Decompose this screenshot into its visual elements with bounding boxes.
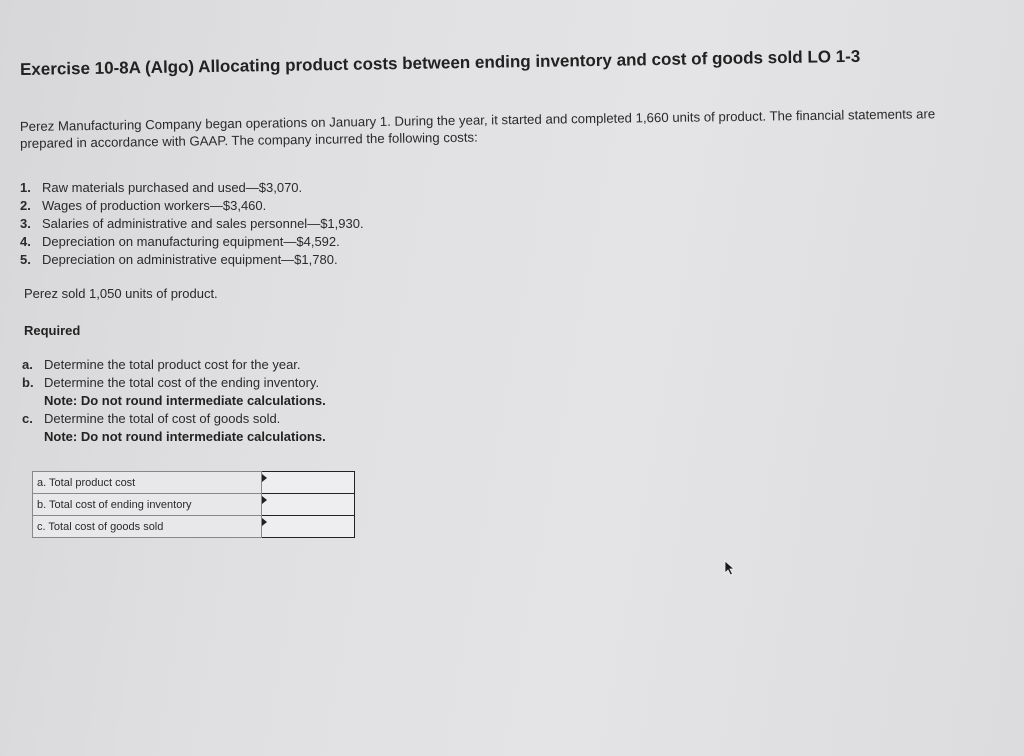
cost-list (20, 179, 364, 269)
cost-text: Depreciation on administrative equipment—$1,780. (42, 252, 338, 267)
requirements-list (22, 356, 326, 446)
ending-inventory-input[interactable] (262, 495, 354, 515)
requirement-item (22, 410, 326, 446)
cost-text: Salaries of administrative and sales personnel—$1,930. (42, 216, 364, 231)
cost-text: Wages of production workers—$3,460. (42, 198, 267, 213)
rounding-note: Note: Do not round intermediate calculations. (44, 429, 326, 444)
triangle-marker-icon (262, 474, 267, 482)
requirement-letter: c. (22, 411, 33, 426)
cost-number: 1. (20, 180, 31, 195)
table-row (33, 516, 355, 538)
answer-cell (262, 494, 355, 516)
cost-of-goods-sold-input[interactable] (262, 517, 354, 537)
cost-number: 4. (20, 234, 31, 249)
cost-item (20, 197, 364, 215)
answer-table (32, 471, 355, 538)
cost-item (20, 251, 364, 269)
answer-cell (262, 516, 355, 538)
problem-intro: Perez Manufacturing Company began operations on January 1. During the year, it started and completed 1,660 units of product. The financial statements are prepared in accordance with GAAP. The company incurred the following costs: (19, 106, 936, 151)
cost-item (20, 233, 364, 251)
total-product-cost-input[interactable] (262, 473, 354, 493)
requirement-text: Determine the total of cost of goods sold. (44, 411, 281, 426)
mouse-pointer-icon (724, 560, 736, 576)
exercise-title: Exercise 10-8A (Algo) Allocating product costs between ending inventory and cost of goods sold LO 1-3 (19, 46, 861, 79)
cost-number: 2. (20, 198, 31, 213)
requirement-letter: a. (22, 357, 33, 372)
row-label-total-product-cost: a. Total product cost (33, 472, 262, 494)
requirement-item (22, 356, 326, 374)
rounding-note: Note: Do not round intermediate calculations. (44, 393, 326, 408)
cost-text: Depreciation on manufacturing equipment—$4,592. (42, 234, 340, 249)
table-row (33, 494, 355, 516)
cost-item (20, 179, 364, 197)
requirement-letter: b. (22, 375, 34, 390)
answer-cell (262, 472, 355, 494)
cost-item (20, 215, 364, 233)
triangle-marker-icon (262, 496, 267, 504)
table-row (33, 472, 355, 494)
cost-number: 5. (20, 252, 31, 267)
row-label-ending-inventory: b. Total cost of ending inventory (33, 494, 262, 516)
requirement-text: Determine the total product cost for the year. (44, 357, 301, 372)
required-heading: Required (24, 323, 81, 338)
requirement-text: Determine the total cost of the ending inventory. (44, 375, 320, 390)
cost-text: Raw materials purchased and used—$3,070. (42, 180, 303, 195)
units-sold-text: Perez sold 1,050 units of product. (24, 286, 218, 301)
triangle-marker-icon (262, 518, 267, 526)
requirement-item (22, 374, 326, 410)
row-label-cost-of-goods-sold: c. Total cost of goods sold (33, 516, 262, 538)
cost-number: 3. (20, 216, 31, 231)
